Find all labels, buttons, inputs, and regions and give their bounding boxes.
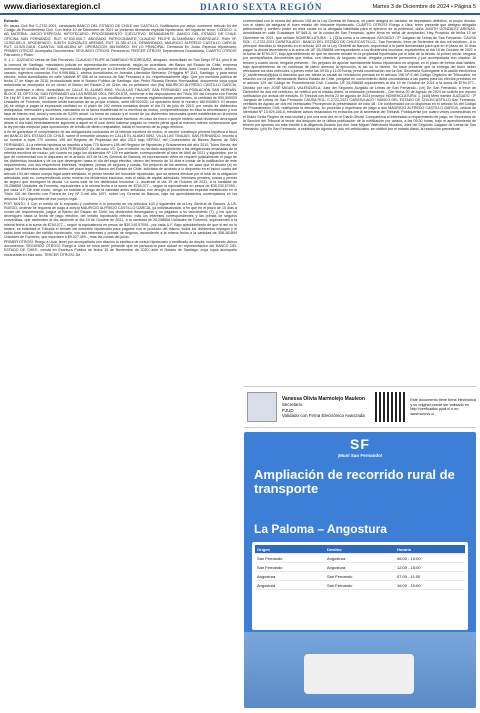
cell: San Fernando: [257, 555, 283, 561]
cell: San Fernando: [257, 564, 283, 570]
signer-detail: Validado con Firma Electrónica Avanzada: [281, 413, 365, 418]
seal-icon: [247, 392, 277, 422]
article-heading: Extracto: [4, 19, 19, 23]
signature-block: [244, 386, 476, 428]
ad-route: La Paloma – Angostura: [254, 522, 387, 536]
cell: Angostura: [257, 582, 276, 588]
cell: Angostura: [327, 564, 346, 570]
column-header: Destino: [327, 546, 342, 552]
table-row: [255, 563, 465, 572]
ad-logo: SF: [350, 436, 370, 452]
ad-slogan: ¡Muni San Fernando!: [337, 453, 383, 458]
page-header: [0, 0, 480, 15]
paragraph: POR TANTO, 4 Con el mérito de lo expuesto y conforme a lo prescrito en los artículos 103 y siguientes de la Ley General de Bancos, A US. RUEGO, ordenar se requiera de pago a don(a) MAURICIO ALFREDO CASTILLO GARCÍA, ya individualizada, a fin que en el plazo de 10 días a contar del requerimiento, pague al Banco del Estado de Chile, los dividendos devengados y no pagados a su vencimiento (7), y los que se devenguen hasta la fecha de pago efectivo, del crédito hipotecario referido, más los intereses correspondientes y las primas de seguros convenidas, que ascienden al día asciende al día 19 de Octubre de 2021, a la cantidad de 26,258658 Unidades de Fomento, equivalentes a la misma fecha a la suma de $794.077.-, según la equivalencia en pesos de $30.240,57000.- por cada U.F. Bajo apercibimiento de que si así no lo hiciere, se solicitará el Tribunal el remate del inmueble hipotecado para pagarse con el producto del mismo, todos los dividendos impagos y el saldo total insoluto del crédito hipotecario, con sus intereses y primas de seguros, ascendente a la misma fecha a la cantidad de 308,461894 Unidades de Fomento, que equivalen a $9.327.459.-, más las costas del juicio.: [4, 201, 237, 239]
table-row: [255, 572, 465, 581]
cell: 07:00 - 11:00: [397, 573, 421, 579]
column-right: [243, 19, 476, 339]
validation-note: Este documento tiene firma electrónica y su original puede ser validado en http://verificadoc.pjud.cl o en www.scsrvs.cl: [410, 398, 476, 416]
column-header: Horario: [397, 546, 412, 552]
paragraph: conformidad con la norma del artículo 108 de la Ley General de Bancos, mi parte designa en carácter de depositario definitivo, al propio deudor, con el objeto de asegurar el buen estado del inmueble hipotecado. CUARTO OTROSÍ: Ruego a Usía, tener presente que designo abogado patrocinante y confiero poder en esta causa en la abogada habilitada para el ejercicio de la profesión, doña JUDITH GONZÁLEZ ARENAS, domiciliada en calle Guadalupe Nº 565-A, de la ciudad de San Fernando, quien firma en señal de aceptación. Hay Proveído de fecha 13 de Diciembre de 2021, que señala: NOMENCLATURA : 1. [1]Da curso a la demanda JUZGADO : 2º Juzgado de Letras de San Fernando. CAUSA ROL : C-2722-2021 CARATULADO : BANCO DEL ESTADO DE CHILE/CASTILLO.- San Fernando, trece de Diciembre de dos mil veintiuno.- A lo principal: atendido lo dispuesto en el artículo 103 de la Ley General de Bancos, requiérase a la parte demandada para que en el plazo de 10 días pague la deuda ascendente a la suma de UF 26,258658 correspondiente a los dividendos insolutos, equivalentes al día 19 de Octubre de 2021 a la suma de $794.077, bajo apercibimiento de que se decrete remate en la propiedad hipotecada por el total de la deuda. Al primer otrosí: téngase por acompañados documentos que indica, con citación. Al segundo otrosí: téngase presente personería y por acompañada con citación. Al tercero y cuarto otrosí: téngase presente.- Sin perjuicio de aportar tramitamente Mutuo Hipotecario en original, en el plazo de treinta días hábiles, bajo apercibimiento de no continuar de pleno derecho la ejecución, si así no lo hiciere. Se hace presente que la entrega del título deber efectuarse los días miércoles o jueves entre las 09:00 y 11:00 horas, previa coordinación con la Sra. Secretaria Subrogante a la casilla electrónica j2_sanfernando@pjud.cl Atendido que me afecta la causal de recusación prevista en el artículo 196 Nº 5 del Código Orgánico de Tribunales, en relación con la parte demandante Banco Estado de Chile, póngase en conocimiento dicha circunstancia a las partes para los efectos previstos en el artículo 125 del Código de Procedimiento Civil. Cuantía: UF 26,258658 equivalentes al día 19 de Octubre de 2021 a la suma de $794.077.- Dictado por don JOSÉ MIGUEL VALENZUELA, Juez del Segundo Juzgado de Letras de San Fernando.- (ch) En San Fernando, a trece de Diciembre de dos mil veintiuno, se notificó por el estado diario, la resolución precedente.- Con fecha 20 de Agosto de 2024 se solicitó por escrito notificación por avisos del extracto. El Tribunal con fecha 22 de Agosto de 2024 proveyó: NOMENCLATURA: 1. [445] Mero trámite JUZGADO : 2º Juzgado de Letras de San Fernando CAUSA ROL: C-2722-2021 CARATULADO : BANCO DEL ESTADO DE CHILE/CASTILLO San Fernando, veintidós de Agosto de dos mil veinticuatro Proveyendo la presentación de folio 48 : De conformidad con lo dispuesto en el artículo 54 del Código de Procedimiento Civil, notifíquese la demanda, su proveído y requiérase de pago a don MAURICIO ALFREDO CASTILLO GARCÍA, cédula de identidad Nº 13.929.246-6, mediante avisos redactados en extractos por la secretaria del Tribunal. Publíquense por cuatro veces consecutivas en el Diario Sexta Región de esta ciudad y por una sola vez en el Diario Oficial. Comparezca el interesado a requerimiento de pago, en Secretaría de la Sección del Tribunal al tercer día después de la última publicación de la notificación por avisos, a las 09:30 horas, bajo el apercibimiento de tenerlo por opuesto sin más trámite a la diligencia Dictado por don José Miguel Valenzuela Morales, Juez del Segundo Juzgado de Letras de San Fernando. (ph) En San Fernando, a veintidós de Agosto de dos mil veinticuatro, se notificó por el estado diario, la resolución precedente.: [243, 19, 476, 132]
cell: 12:00 - 15:00: [397, 564, 421, 570]
cell: Angostura: [327, 555, 346, 561]
column-header: Origen: [257, 546, 270, 552]
newspaper-name: DIARIO SEXTA REGIÓN: [200, 1, 323, 12]
site-url[interactable]: www.diariosextaregion.cl: [4, 2, 101, 11]
cell: 16:00 - 19:00: [397, 582, 421, 588]
date-page: Martes 3 de Diciembre de 2024 • Página 5: [372, 3, 476, 10]
paragraph: A fin de garantizar el cumplimiento de las obligaciones contraídas en la referida escritura de mutuo, el deudor constituyó primera hipoteca a favor del BANCO DEL ESTADO DE CHILE, sobre el inmueble ubicado en CALLE EL ALAMO 0892, VILLA LAS TINAJAS, SAN FERNANDO, inscrito a su nombre a fojas 770 número 195 del Registro de Propiedad del año 2010 bajo SERVIU, del Conservador de Bienes Raíces de SAN FERNANDO. 3 La referida hipoteca se inscribió a fojas 770 Número 195 del Registro de Hipotecas y Gravámenes del año 2010, Tomo Serviu, del Conservador de Bienes Raíces de SAN FERNANDO. Es del caso VS. Que el deudor no ha dado cumplimiento a las obligaciones emanadas de la referida escritura de mutuo, por cuanto no pagó los dividendos Nº 129 en adelante, correspondiente al mes de Abril de 2021 y siguientes, por lo que de conformidad con lo dispuesto en el artículo 103 de la Ley General de Bancos, mi representado viene en requerir judicialmente el pago de los dividendos insolutos y de los que devenguen hasta el día del pago efectivo, dentro del término de 10 días a contar de la notificación de este requerimiento, con sus respectivos intereses, reajustes, primas de seguros y costas. Sin perjuicio de los anterior, en caso que el deudor (a) no pague los dividendos adeudados dentro del plazo legal, el Banco del Estado de Chile, solicitará de acuerdo a lo dispuesto en el inciso cuarto del artículo 104 del mismo cuerpo legal antes señalado, el primer remate del inmueble hipotecado, que se deberá efectuar por el total de la obligación adeudada, esto es, comprendiendo como mínimo los dividendos insolutos, más el saldo de capital adeudado, intereses penales, costas y primas de seguro que recarguen la deuda. La suma total de los dividendos insolutos -1- asciende al día 19 de Octubre de 2021, a la cantidad de 26,258658 Unidades de Fomento, equivalentes a la misma fecha a la suma de $794.077.-, según la equivalencia en pesos de $30.240,57000.- por cada U.F. De este modo, vengo en solicitar el pago de la cantidad antes señalada, con arreglo al procedimiento especial establecido en el Título XIII del Decreto con Fuerza de Ley Nº 3 del año 1997, sobre Ley General de Bancos, bajo los apercibimientos contemplados en los artículos 103 y siguientes de ese cuerpo legal.: [4, 130, 237, 201]
table-row: [255, 554, 465, 563]
qr-code-icon[interactable]: [375, 392, 405, 422]
column-left: [4, 19, 237, 709]
paragraph: En causa Civil Rol C-2722-2021, caratulada BANCO DEL ESTADO DE CHILE con CASTILLO, Notificación por aviso, conforme artículo 54 del Código de Procedimiento Civil. Con fecha 10 de Diciembre de 2021 se presentó demanda especial hipotecaria, del siguiente tenor: CODIGO: 4-AB MATERIA: JUICIO ESPECIAL HIPOTECARIO. PROCEDIMIENTO: EJECUTIVO. DEMANDANTE: BANCO DEL ESTADO DE CHILE. OFICINA SAN FERNANDO. RUT: 97.030.000-7. ABOGADO PATROCINANTE: CLAUDIO FELIPE ALTAMIRANO RODRÍGUEZ. RUN Nº: 13.902.651-9. APODERADO: JUDITH GONZÁLEZ ARENAS. RUT 13.780.471-9. DEMANDADO: MAURICIO ALFREDO CASTILLO GARCÍA. RUT: 13.929.246-6. CUANTÍA: 308,461894 UF. OPERACIÓN: 8619405KO. EN LO PRINCIPAL: Demanda En Juicio Especial Hipotecario; PRIMER OTROSÍ: Acompaña Documentos; SEGUNDO OTROSÍ: Personería; TERCER OTROSÍ: Dependencia Domiciliaria; CUARTO OTROSÍ: Patrocinio y Poder.: [4, 24, 237, 58]
schedule-table: [252, 542, 468, 630]
cell: Angostura: [257, 573, 276, 579]
transport-ad: [244, 432, 476, 708]
signer-org: PJUD: [281, 407, 294, 413]
table-row: [255, 581, 465, 590]
paragraph: PRIMER OTROSÍ: Ruego a Usía, tener por acompañado con citación la escritura de mutuo hipotecario y certificado de deuda, custodiando dichos documentos. SEGUNDO OTROSÍ: Ruego a Usía se sirva tener presente que mi personería para actuar en representación del BANCO DEL ESTADO DE CHILE, consta en Escritura Pública de fecha 19 de Noviembre de 2020, ante el Notario de Santiago, cuya copia acompaño escaneada en este acto. TERCER OTROSÍ: De: [4, 240, 237, 257]
signer-role: Secretario: [281, 402, 303, 407]
bus-icon: [304, 654, 414, 694]
table-header: [255, 545, 465, 554]
signer-info: [282, 396, 370, 419]
ad-title: Ampliación de recorrido rural de transporte: [254, 467, 455, 496]
cell: San Fernando: [327, 582, 353, 588]
signer-name: Vanessa Olivia Marmolejo Mauleon: [281, 395, 365, 402]
paragraph: S. J. L. JUZGADO Letras de San Fernando. CLAUDIO FELIPE ALTAMIRANO RODRÍGUEZ, abogado, domiciliado en San Diego Nº 81, piso 6 de la comuna de Santiago, mandatario judicial en representación convencional, según se acreditará, del Banco del Estado de Chile, empresa autónoma de créditos del Estado, representado legalmente por su Gerente General Ejecutivo, actualmente doña Juan Cooper Álvarez, chileno, casado, ingeniero comercial, Rol 9.096.866-1, ambos domiciliados en Avenida Libertador Bernardo O'Higgins Nº 1111, Santiago, y para estos efectos, todos domiciliados en calle Valdivia Nº 456 de la comuna de San Fernando a Us. respetuosamente digo: Que por escritura pública de fecha 17 de Mayo de 2010, protocolizada ante el Notario Público de Santiago, don Pedro Ricardo Reveco Hormazábal, documento cuya copia autorizada se acompaña en un otrosí, el Banco del Estado 2 de Chile, dio en préstamo don (fla) MAURICIO ALFREDO CASTILLO GARCÍA, ignoro profesión u oficio, domiciliado en CALLE EL ALAMO 8992, VILLA LAS TINAJAS, SAN FERNANDO ó/a POBLACIÓN SAN HERNÁN, BLOCK 33, DPTO 06, SAN FERNANDO ó/a LAS BRISAS 0901, RECOLETA, conforme a las disposiciones del Título XIII del Decreto con Fuerza De Ley Nº 3 del año 1997 sobre Ley General de Bancos, y sus modificaciones y normas reglamentarias pertinentes, la cantidad de 500,000000 Unidades de Fomento, mediante letras bancarias de su propia emisión, serie ME002020. La operación tiene el número: 8619405KO. El deudor (a) se obligó a pagar la expresada cantidad en el plazo de 240 meses contados desde el día 01 de julio de 2010, por medio de dividendos anticipados, mensuales y sucesivos, calculados en la forma establecida en la escritura de mutuo, comprendiéndose en ellos la amortización y una tasa de interés real, anual y vencida de 5,20% anual. La forma de cálculo y el monto de los dividendos mensuales quedó establecida en la misma escritura que se acompaña. De acuerdo a lo estipulado en la mencionada escritura, en caso de mora o simple retardo cada dividendo devengará desde el día hábil inmediatamente siguiente a aquél en el cual debió haberse pagado un interés penal igual al máximo interés convencional que la ley permita estipular para operaciones de crédito de dinero reajustable, hasta el momento de su pago efectivo.: [4, 58, 237, 129]
cell: San Fernando: [327, 573, 353, 579]
cell: 06:00 - 10:00: [397, 555, 421, 561]
